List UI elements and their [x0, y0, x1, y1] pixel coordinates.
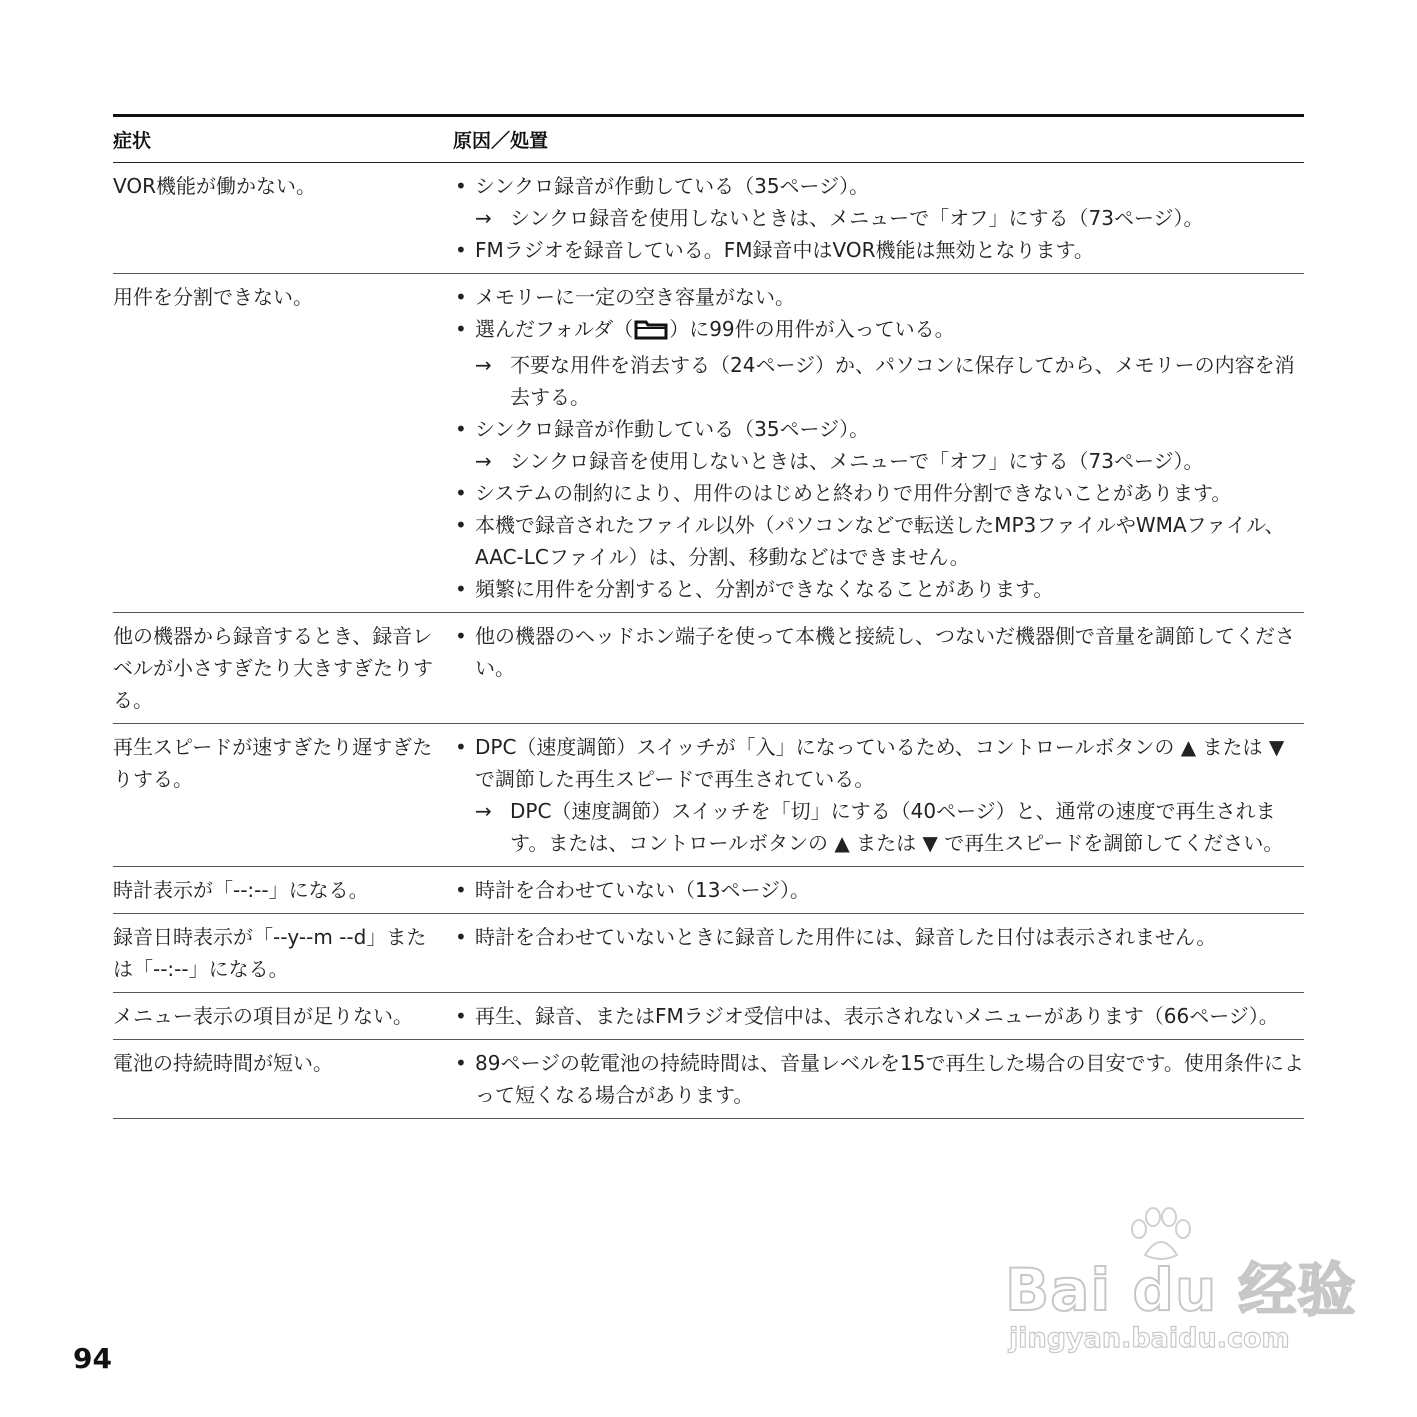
- header-cause: 原因／処置: [453, 130, 549, 152]
- bullet-icon: •: [455, 513, 467, 537]
- cause-item: • 頻繁に用件を分割すると、分割ができなくなることがあります。: [453, 573, 1304, 605]
- table-header: [113, 117, 1304, 163]
- bullet-icon: •: [455, 481, 467, 505]
- cause-item: • 他の機器のヘッドホン端子を使って本機と接続し、つないだ機器側で音量を調節してください。: [453, 620, 1304, 684]
- bullet-icon: •: [455, 1051, 467, 1075]
- bullet-icon: •: [455, 238, 467, 262]
- page-number: 94: [73, 1342, 112, 1375]
- cause-cell: [453, 731, 1304, 859]
- cause-cell: [453, 1000, 1304, 1032]
- remedy-item: → シンクロ録音を使用しないときは、メニューで「オフ」にする（73ページ）。: [475, 445, 1304, 477]
- cause-item: • 本機で録音されたファイル以外（パソコンなどで転送したMP3ファイルやWMAファイル、AAC-LCファイル）は、分割、移動などはできません。: [453, 509, 1304, 573]
- table-row: [113, 613, 1304, 724]
- baidu-watermark: [1005, 1205, 1357, 1375]
- cause-cell: [453, 281, 1304, 605]
- watermark-url: jingyan.baidu.com: [1009, 1323, 1290, 1354]
- bullet-icon: •: [455, 285, 467, 309]
- arrow-icon: →: [475, 449, 492, 473]
- bullet-icon: •: [455, 417, 467, 441]
- cause-item: • 時計を合わせていないときに録音した用件には、録音した日付は表示されません。: [453, 921, 1304, 953]
- cause-cell: [453, 170, 1304, 266]
- table-row: [113, 163, 1304, 274]
- bullet-icon: •: [455, 735, 467, 759]
- table-row: [113, 993, 1304, 1040]
- bullet-icon: •: [455, 878, 467, 902]
- bullet-icon: •: [455, 1004, 467, 1028]
- bullet-icon: •: [455, 925, 467, 949]
- arrow-icon: →: [475, 206, 492, 230]
- symptom-cell: 再生スピードが速すぎたり遅すぎたりする。: [113, 735, 433, 791]
- table-row: [113, 1040, 1304, 1119]
- symptom-cell: 他の機器から録音するとき、録音レベルが小さすぎたり大きすぎたりする。: [113, 624, 433, 712]
- remedy-item: → シンクロ録音を使用しないときは、メニューで「オフ」にする（73ページ）。: [475, 202, 1304, 234]
- arrow-icon: →: [475, 353, 492, 377]
- bullet-icon: •: [455, 317, 467, 341]
- symptom-cell: メニュー表示の項目が足りない。: [113, 1004, 413, 1028]
- header-symptom: 症状: [113, 130, 152, 152]
- symptom-cell: 録音日時表示が「--y--m --d」または「--:--」になる。: [113, 925, 427, 981]
- cause-item: • DPC（速度調節）スイッチが「入」になっているため、コントロールボタンの ▲ または ▼ で調節した再生スピードで再生されている。: [453, 731, 1304, 795]
- bullet-icon: •: [455, 174, 467, 198]
- cause-item: • システムの制約により、用件のはじめと終わりで用件分割できないことがあります。: [453, 477, 1304, 509]
- symptom-cell: VOR機能が働かない。: [113, 174, 316, 198]
- cause-cell: [453, 620, 1304, 716]
- cause-item: • 再生、録音、またはFMラジオ受信中は、表示されないメニューがあります（66ページ）。: [453, 1000, 1304, 1032]
- cause-item: • シンクロ録音が作動している（35ページ）。: [453, 413, 1304, 445]
- cause-cell: [453, 874, 1304, 906]
- cause-item: • FMラジオを録音している。FM録音中はVOR機能は無効となります。: [453, 234, 1304, 266]
- remedy-item: → DPC（速度調節）スイッチを「切」にする（40ページ）と、通常の速度で再生されます。または、コントロールボタンの ▲ または ▼ で再生スピードを調節してください。: [475, 795, 1304, 859]
- bullet-icon: •: [455, 577, 467, 601]
- folder-icon: [634, 317, 668, 349]
- table-row: [113, 724, 1304, 867]
- cause-item: • 時計を合わせていない（13ページ）。: [453, 874, 1304, 906]
- cause-item: • メモリーに一定の空き容量がない。: [453, 281, 1304, 313]
- troubleshooting-table: [113, 114, 1304, 1119]
- arrow-icon: →: [475, 799, 492, 823]
- remedy-item: → 不要な用件を消去する（24ページ）か、パソコンに保存してから、メモリーの内容を消去する。: [475, 349, 1304, 413]
- symptom-cell: 電池の持続時間が短い。: [113, 1051, 333, 1075]
- symptom-cell: 用件を分割できない。: [113, 285, 313, 309]
- cause-item: • シンクロ録音が作動している（35ページ）。: [453, 170, 1304, 202]
- cause-item: • 89ページの乾電池の持続時間は、音量レベルを15で再生した場合の目安です。使用条件によって短くなる場合があります。: [453, 1047, 1304, 1111]
- table-row: [113, 914, 1304, 993]
- table-row: [113, 867, 1304, 914]
- cause-cell: [453, 1047, 1304, 1111]
- table-row: [113, 274, 1304, 613]
- cause-item: • 選んだフォルダ（ ）に99件の用件が入っている。: [453, 313, 1304, 349]
- bullet-icon: •: [455, 624, 467, 648]
- symptom-cell: 時計表示が「--:--」になる。: [113, 878, 369, 902]
- watermark-brand: Bai du 经验: [1005, 1256, 1357, 1324]
- cause-cell: [453, 921, 1304, 985]
